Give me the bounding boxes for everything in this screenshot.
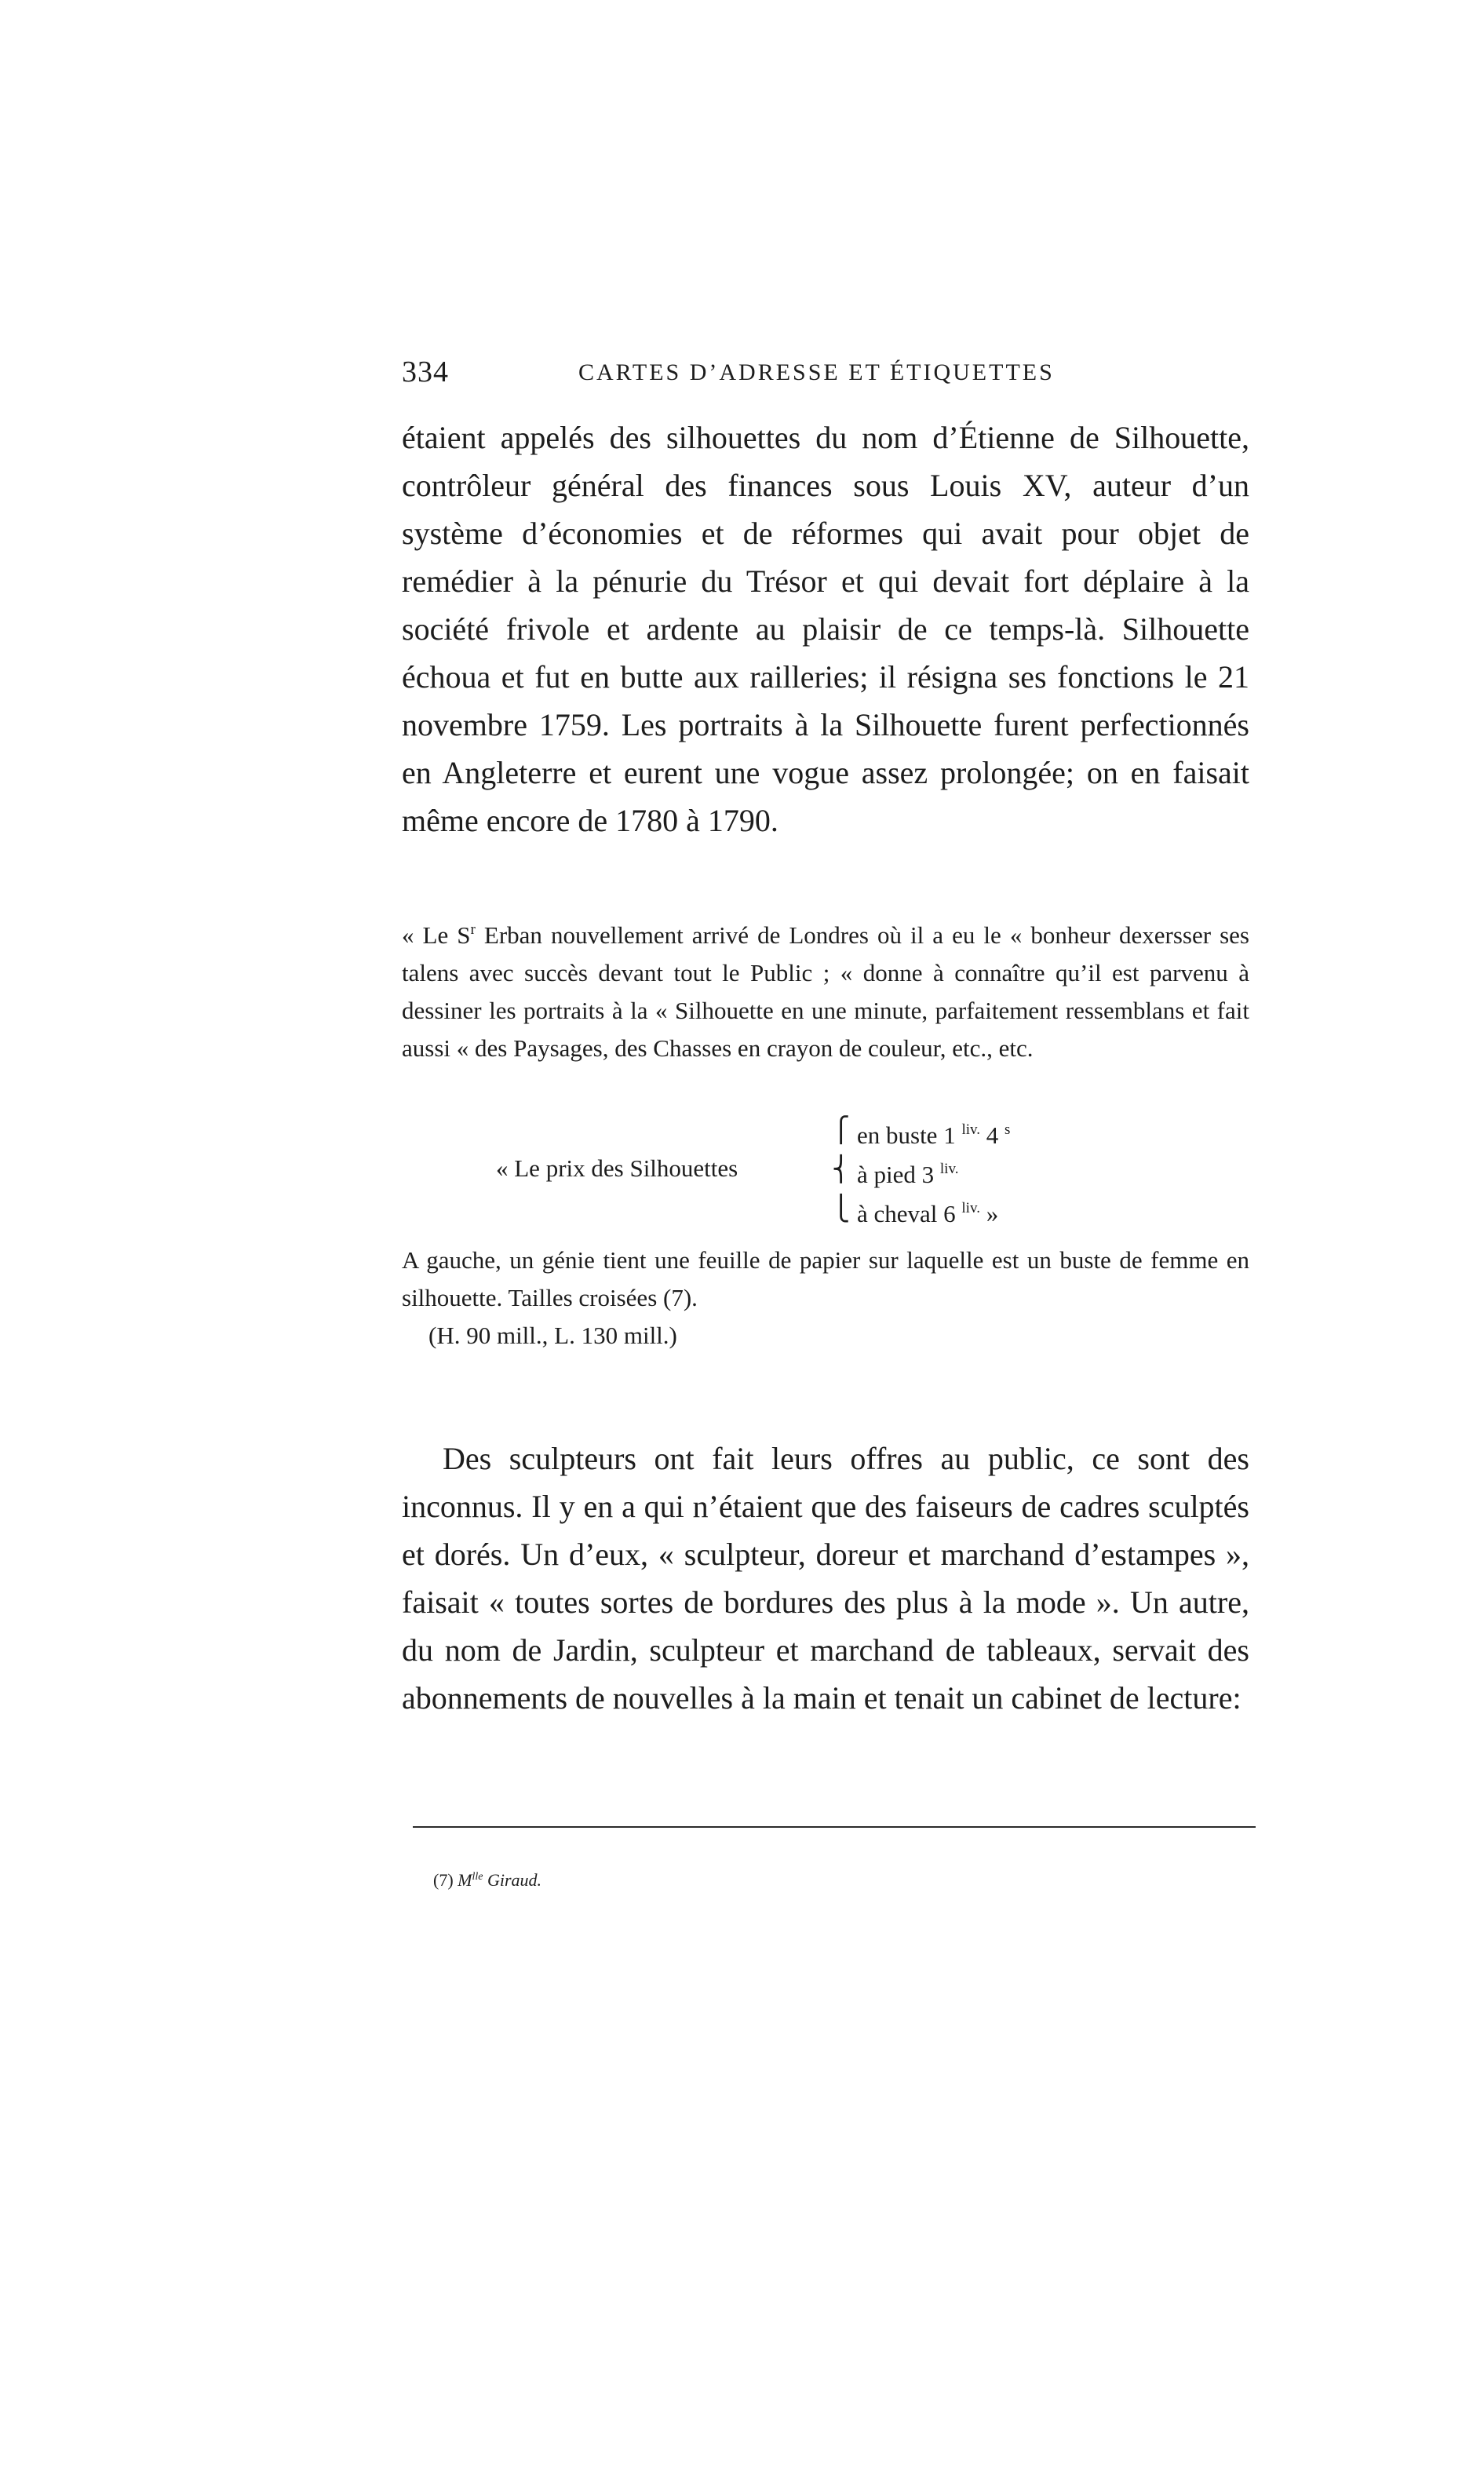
quote-text: Erban nouvellement arrivé de Londres où il a eu le « bonheur dexersser ses talens avec succès devant tout le Public ; « donne à connaître qu’il est parvenu à dessiner les portraits à la « Silhouette en une minute, parfaitement ressemblans et fait aussi « des Paysages, des Chasses en crayon de couleur, etc., etc. [402, 921, 1249, 1062]
price-line-after: 4 [980, 1121, 1005, 1149]
price-line-text: à pied 3 [857, 1161, 940, 1188]
price-unit-sols: s [1005, 1121, 1011, 1138]
price-unit: liv. [939, 1161, 959, 1177]
price-line-text: en buste 1 [857, 1121, 962, 1149]
page-number: 334 [402, 356, 449, 388]
running-header [402, 355, 1281, 402]
price-list [496, 1110, 1202, 1236]
price-label: « Le prix des Silhouettes [496, 1154, 738, 1182]
footnote-author-start: M [458, 1870, 472, 1890]
quote-start: « Le S [402, 921, 471, 949]
running-title: CARTES D’ADRESSE ET ÉTIQUETTES [578, 359, 1055, 385]
paragraph-sculptors: Des sculpteurs ont fait leurs offres au public, ce sont des inconnus. Il y en a qui n’étaient que des faiseurs de cadres sculptés et dorés. Un d’eux, « sculpteur, doreur et marchand d’estampes », faisait « toutes sortes de bordures des plus à la mode ». Un autre, du nom de Jardin, sculpteur et marchand de tableaux, servait des abonnements de nouvelles à la main et tenait un cabinet de lecture: [402, 1441, 1249, 1716]
paragraph-silhouette-history: étaient appelés des silhouettes du nom d’Étienne de Silhouette, contrôleur général des finances sous Louis XV, auteur d’un système d’économies et de réformes qui avait pour objet de remédier à la pénurie du Trésor et qui devait fort déplaire à la société frivole et ardente au plaisir de ce temps-là. Silhouette échoua et fut en butte aux railleries; il résigna ses fonctions le 21 novembre 1759. Les portraits à la Silhouette furent perfectionnés en Angleterre et eurent une vogue assez prolongée; on en faisait même encore de 1780 à 1790. [402, 420, 1249, 838]
price-unit: liv. [961, 1200, 980, 1216]
price-line-text: à cheval 6 [857, 1200, 962, 1227]
price-line-cheval [857, 1189, 1010, 1228]
image-caption: A gauche, un génie tient une feuille de papier sur laquelle est un buste de femme en silhouette. Tailles croisées (7). [402, 1246, 1249, 1311]
curly-brace-icon: ⎧ ⎨ ⎩ [832, 1116, 851, 1222]
price-lines [857, 1110, 1010, 1228]
price-unit: liv. [961, 1121, 981, 1138]
advertisement-quote [402, 911, 1249, 1067]
price-line-buste [857, 1110, 1010, 1150]
footnote-divider [413, 1826, 1256, 1828]
price-line-pied [857, 1150, 1010, 1189]
quote-superscript: r [470, 921, 476, 938]
footnote [433, 1870, 541, 1891]
image-dimensions: (H. 90 mill., L. 130 mill.) [428, 1322, 677, 1349]
footnote-author [458, 1870, 541, 1890]
footnote-author-rest: Giraud. [483, 1870, 542, 1890]
footnote-author-sup: lle [472, 1871, 483, 1883]
price-line-after: » [979, 1200, 999, 1227]
footnote-marker: (7) [433, 1870, 458, 1890]
